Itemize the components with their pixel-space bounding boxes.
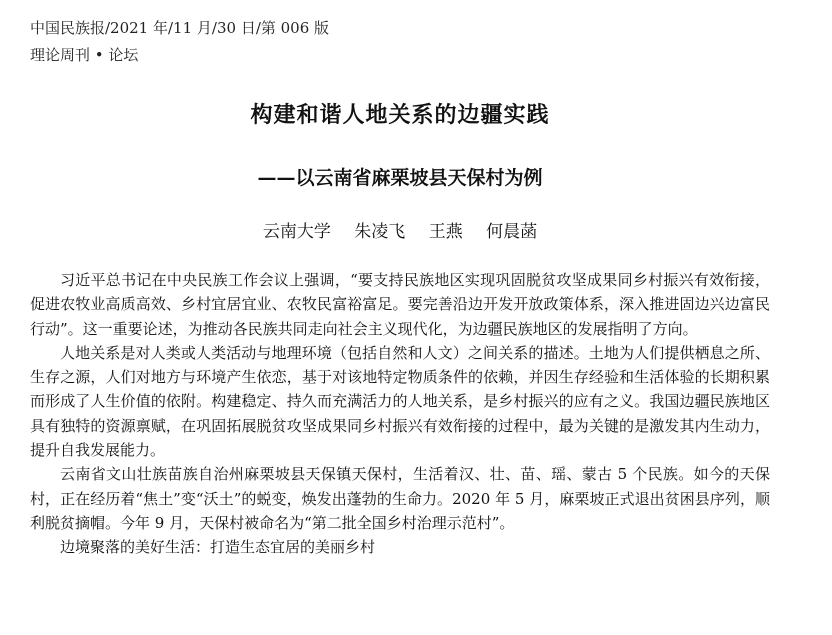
body-paragraph: 习近平总书记在中央民族工作会议上强调，“要支持民族地区实现巩固脱贫攻坚成果同乡村振兴有效衔接，促进农牧业高质高效、乡村宜居宜业、农牧民富裕富足。要完善沿边开发开放政策体系，深入推进固边兴边富民行动”。这一重要论述，为推动各民族共同走向社会主义现代化，为边疆民族地区的发展指明了方向。	[30, 271, 770, 338]
article-title: 构建和谐人地关系的边疆实践	[250, 102, 550, 128]
section-heading: 边境聚落的美好生活：打造生态宜居的美丽乡村	[60, 538, 376, 557]
section-line: 理论周刊 • 论坛	[30, 46, 139, 64]
author-name: 何晨菡	[486, 222, 538, 242]
body-paragraph: 人地关系是对人类或人类活动与地理环境（包括自然和人文）之间关系的描述。土地为人们提供栖息之所、生存之源，人们对地方与环境产生依恋，基于对该地特定物质条件的依赖，并因生存经验和生活体验的长期积累而形成了人生价值的依附。构建稳定、持久而充满活力的人地关系，是乡村振兴的应有之义。我国边疆民族地区具有独特的资源禀赋，在巩固拓展脱贫攻坚成果同乡村振兴有效衔接的过程中，最为关键的是激发其内生动力，提升自我发展能力。	[30, 343, 770, 460]
author-affiliation: 云南大学	[262, 222, 331, 242]
publication-source-line: 中国民族报/2021 年/11 月/30 日/第 006 版	[30, 19, 330, 37]
body-paragraph: 云南省文山壮族苗族自治州麻栗坡县天保镇天保村，生活着汉、壮、苗、瑶、蒙古 5 个民族。如今的天保村，正在经历着“焦土”变“沃土”的蜕变，焕发出蓬勃的生命力。2020 年 5 月，麻栗坡正式退出贫困县序列，顺利脱贫摘帽。今年 9 月，天保村被命名为“第二批全国乡村治理示范村”。	[30, 465, 770, 532]
author-name: 朱凌飞	[354, 222, 406, 242]
article-subtitle: ——以云南省麻栗坡县天保村为例	[257, 167, 543, 189]
article-body	[30, 268, 770, 560]
author-line	[0, 217, 800, 242]
author-name: 王燕	[428, 222, 463, 242]
